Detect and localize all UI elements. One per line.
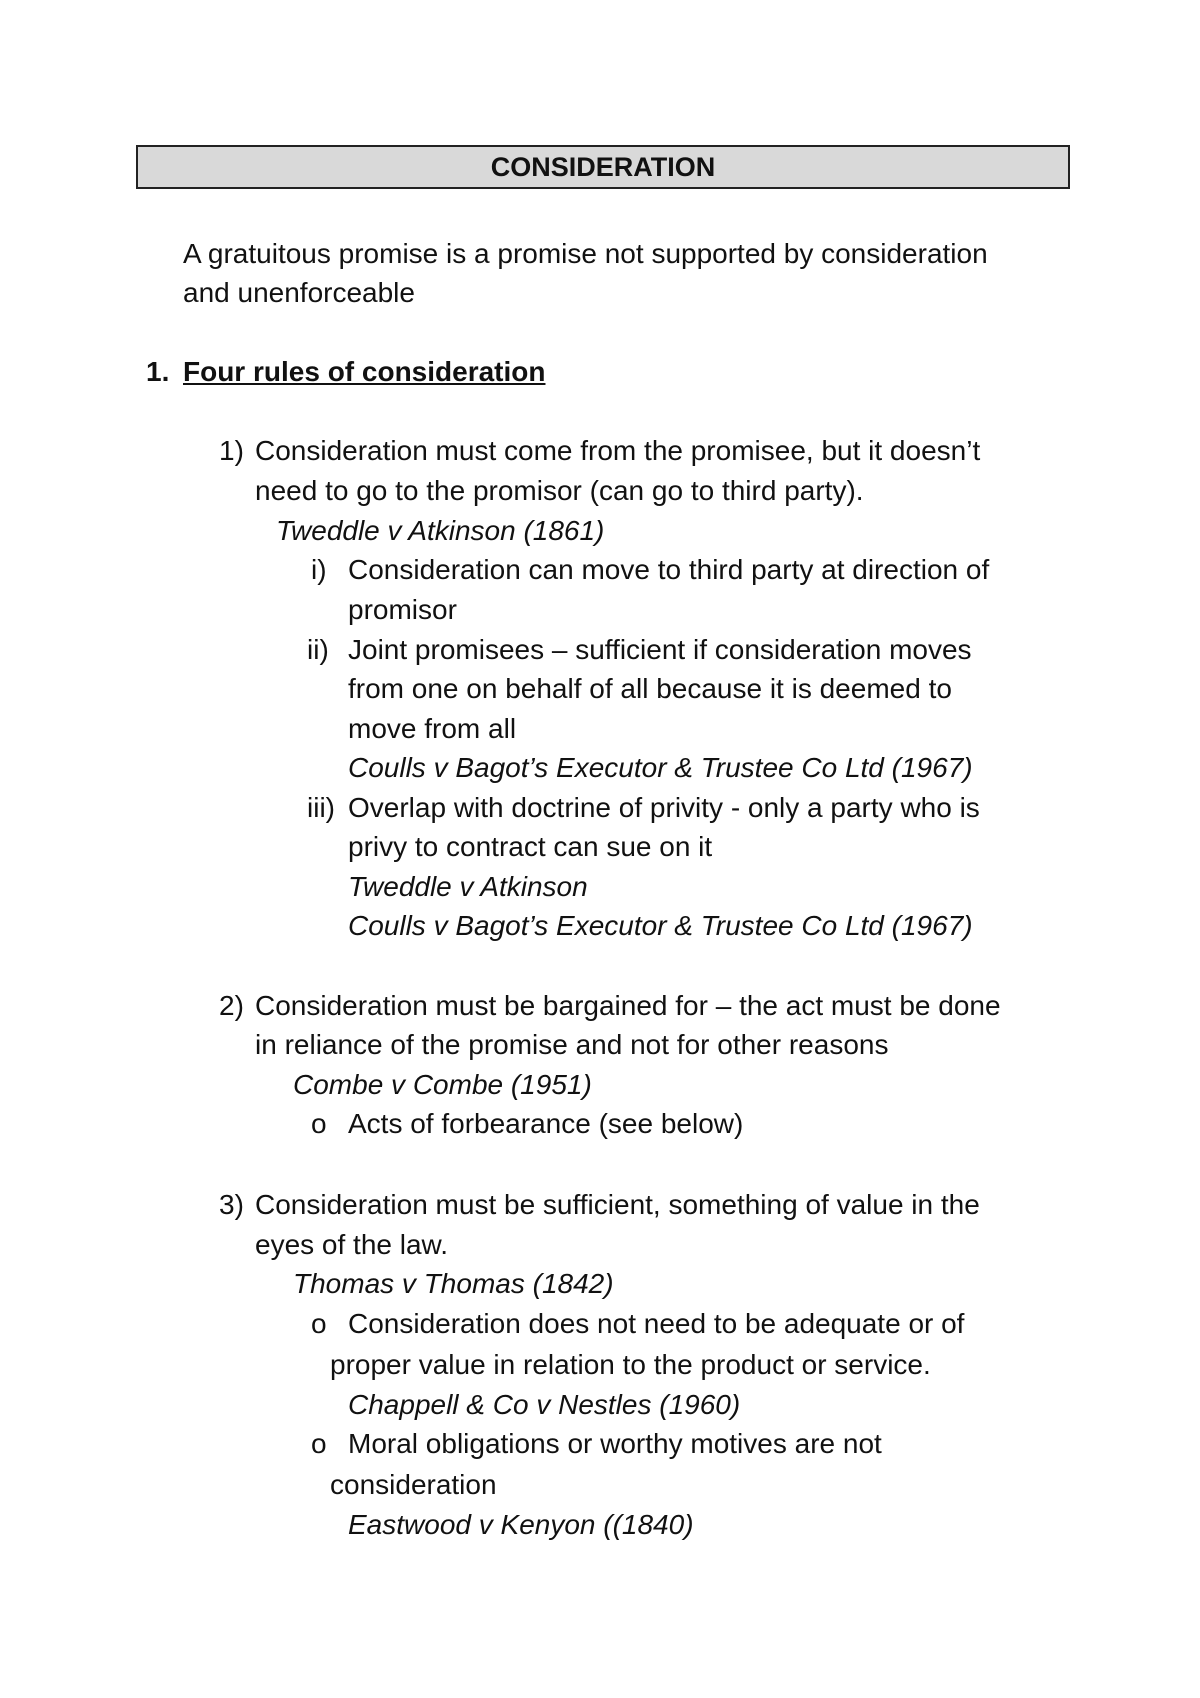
rule-3-bullet-1-case: Chappell & Co v Nestles (1960) bbox=[348, 1389, 741, 1420]
section-number: 1. bbox=[146, 356, 170, 387]
rule-3-bullet-2-marker: o bbox=[311, 1428, 327, 1459]
rule-3-case: Thomas v Thomas (1842) bbox=[293, 1268, 614, 1299]
rule-1-case: Tweddle v Atkinson (1861) bbox=[276, 515, 605, 546]
rule-3-bullet-2-line-1: Moral obligations or worthy motives are not bbox=[348, 1428, 882, 1459]
rule-1-line-2: need to go to the promisor (can go to third party). bbox=[255, 475, 864, 506]
sub-i-marker: i) bbox=[311, 554, 327, 585]
rule-3-line-2: eyes of the law. bbox=[255, 1229, 449, 1260]
rule-3-bullet-1-line-2: proper value in relation to the product or service. bbox=[330, 1349, 931, 1380]
rule-3-marker: 3) bbox=[219, 1189, 244, 1220]
sub-ii-line-2: from one on behalf of all because it is deemed to bbox=[348, 673, 952, 704]
rule-2-bullet-marker: o bbox=[311, 1108, 327, 1139]
rule-2-bullet: Acts of forbearance (see below) bbox=[348, 1108, 744, 1139]
rule-2-line-2: in reliance of the promise and not for other reasons bbox=[255, 1029, 889, 1060]
rule-1-marker: 1) bbox=[219, 435, 244, 466]
rule-3-bullet-1-marker: o bbox=[311, 1308, 327, 1339]
sub-iii-line-2: privy to contract can sue on it bbox=[348, 831, 713, 862]
rule-2-line-1: Consideration must be bargained for – the act must be done bbox=[255, 990, 1001, 1021]
rule-3-bullet-1-line-1: Consideration does not need to be adequate or of bbox=[348, 1308, 965, 1339]
sub-iii-line-1: Overlap with doctrine of privity - only a party who is bbox=[348, 792, 980, 823]
sub-ii-line-3: move from all bbox=[348, 713, 517, 744]
sub-i-line-1: Consideration can move to third party at direction of bbox=[348, 554, 990, 585]
rule-1-line-1: Consideration must come from the promisee, but it doesn’t bbox=[255, 435, 981, 466]
intro-line-2: and unenforceable bbox=[183, 277, 415, 308]
sub-iii-marker: iii) bbox=[307, 792, 335, 823]
section-heading: Four rules of consideration bbox=[183, 356, 546, 387]
rule-2-case: Combe v Combe (1951) bbox=[293, 1069, 592, 1100]
sub-ii-case: Coulls v Bagot’s Executor & Trustee Co Ltd (1967) bbox=[348, 752, 973, 783]
rule-2-marker: 2) bbox=[219, 990, 244, 1021]
sub-ii-marker: ii) bbox=[307, 634, 329, 665]
sub-iii-case-2: Coulls v Bagot’s Executor & Trustee Co Ltd (1967) bbox=[348, 910, 973, 941]
intro-line-1: A gratuitous promise is a promise not supported by consideration bbox=[183, 238, 988, 269]
rule-3-bullet-2-case: Eastwood v Kenyon ((1840) bbox=[348, 1509, 694, 1540]
sub-iii-case-1: Tweddle v Atkinson bbox=[348, 871, 588, 902]
rule-3-bullet-2-line-2: consideration bbox=[330, 1469, 497, 1500]
sub-i-line-2: promisor bbox=[348, 594, 457, 625]
sub-ii-line-1: Joint promisees – sufficient if consideration moves bbox=[348, 634, 972, 665]
rule-3-line-1: Consideration must be sufficient, something of value in the bbox=[255, 1189, 980, 1220]
document-title: CONSIDERATION bbox=[136, 145, 1070, 189]
